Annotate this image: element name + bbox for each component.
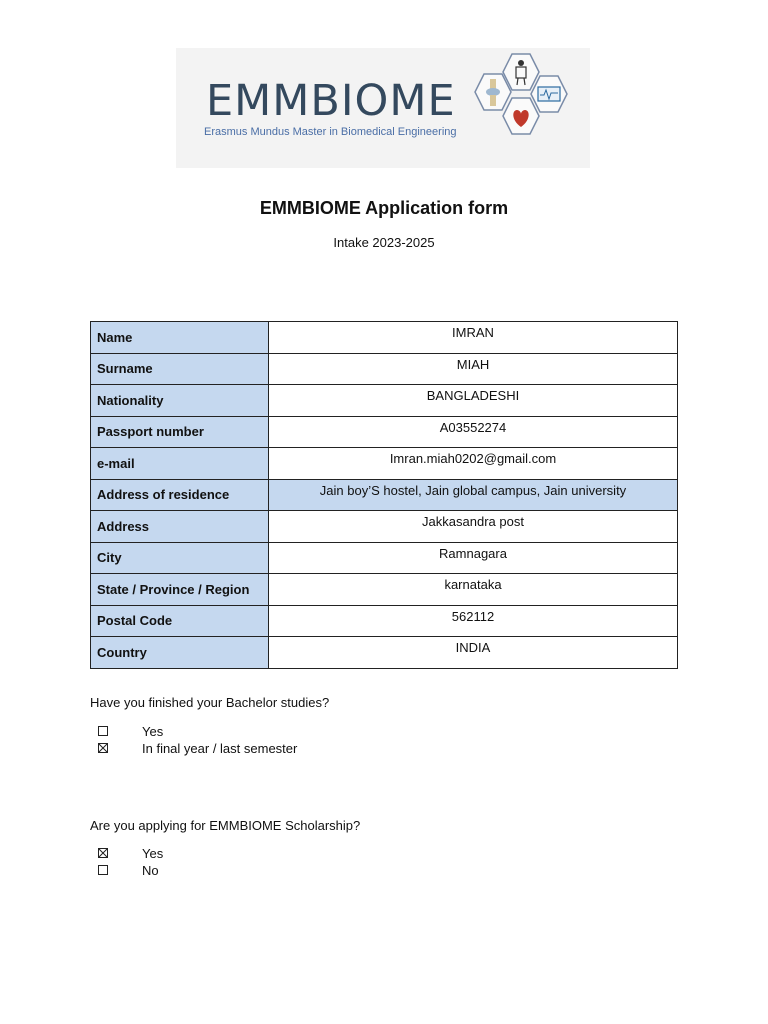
heart-icon [503, 98, 539, 134]
field-value[interactable]: Ramnagara [269, 542, 678, 574]
field-value[interactable]: BANGLADESHI [269, 385, 678, 417]
applicant-details-table [90, 321, 678, 669]
field-value[interactable]: A03552274 [269, 416, 678, 448]
table-row [91, 605, 678, 637]
field-value[interactable]: 562112 [269, 605, 678, 637]
field-value[interactable]: Jakkasandra post [269, 511, 678, 543]
field-label: e-mail [91, 448, 269, 480]
field-value[interactable]: MIAH [269, 353, 678, 385]
field-value[interactable]: karnataka [269, 574, 678, 606]
checkbox-unchecked-icon[interactable] [98, 726, 108, 736]
option-label: Yes [142, 846, 164, 861]
field-value[interactable]: IMRAN [269, 322, 678, 354]
option-label: Yes [142, 724, 164, 739]
human-xray-icon [503, 54, 539, 90]
field-value[interactable]: INDIA [269, 637, 678, 669]
table-row [91, 511, 678, 543]
field-label: Nationality [91, 385, 269, 417]
logo-tagline: Erasmus Mundus Master in Biomedical Engineering [204, 126, 457, 138]
option-label: No [142, 863, 159, 878]
checkmark-x-icon [99, 744, 107, 752]
field-label: Country [91, 637, 269, 669]
table-row [91, 416, 678, 448]
field-label: City [91, 542, 269, 574]
table-row [91, 322, 678, 354]
checkbox-unchecked-icon[interactable] [98, 865, 108, 875]
table-row [91, 353, 678, 385]
monitor-waveform-icon [531, 76, 567, 112]
checkmark-x-icon [99, 849, 107, 857]
page-title: EMMBIOME Application form [259, 198, 509, 218]
table-row [91, 385, 678, 417]
field-value[interactable]: Imran.miah0202@gmail.com [269, 448, 678, 480]
option-label: In final year / last semester [142, 741, 298, 756]
checkbox-checked-icon[interactable] [98, 743, 108, 753]
scholarship-question: Are you applying for EMMBIOME Scholarship? [90, 818, 361, 833]
logo-hexagon-icons [466, 52, 586, 144]
table-row [91, 574, 678, 606]
field-label: Address [91, 511, 269, 543]
table-row [91, 479, 678, 511]
logo-wordmark: EMMBIOME [206, 76, 456, 126]
field-label: Name [91, 322, 269, 354]
field-value[interactable]: Jain boy’S hostel, Jain global campus, Jain university [269, 479, 678, 511]
checkbox-checked-icon[interactable] [98, 848, 108, 858]
emmbiome-logo [176, 48, 590, 168]
field-label: Surname [91, 353, 269, 385]
page-subtitle: Intake 2023-2025 [333, 235, 435, 250]
field-label: Passport number [91, 416, 269, 448]
table-row [91, 637, 678, 669]
table-row [91, 542, 678, 574]
field-label: Address of residence [91, 479, 269, 511]
table-row [91, 448, 678, 480]
field-label: Postal Code [91, 605, 269, 637]
knee-joint-icon [475, 74, 511, 110]
field-label: State / Province / Region [91, 574, 269, 606]
bachelor-question: Have you finished your Bachelor studies? [90, 695, 330, 710]
